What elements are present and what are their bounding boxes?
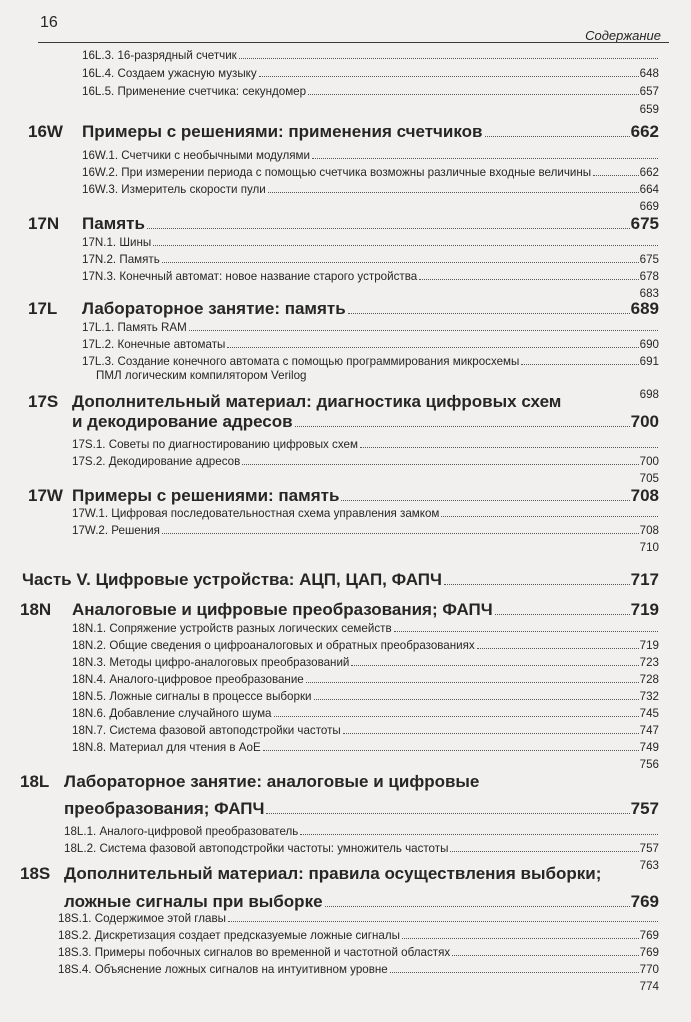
toc-entry[interactable]: 17L.3. Создание конечного автомата с помощью программирования микросхемы 691	[82, 355, 659, 368]
toc-entry[interactable]: 17W.1. Цифровая последовательностная схема управления замком	[72, 508, 659, 520]
leader-dots	[308, 94, 639, 95]
toc-entry[interactable]: 17S.2. Декодирование адресов 700	[72, 455, 659, 468]
toc-entry[interactable]: 18S.1. Содержимое этой главы	[58, 913, 659, 925]
chapter-entry[interactable]: преобразования; ФАПЧ 757	[64, 799, 659, 818]
toc-entry[interactable]: 18N.2. Общие сведения о цифроаналоговых и обратных преобразованиях 719	[72, 639, 659, 652]
toc-entry[interactable]: 18N.4. Аналого-цифровое преобразование 728	[72, 673, 659, 686]
toc-entry[interactable]: 18S.2. Дискретизация создает предсказуемые ложные сигналы 769	[58, 929, 659, 942]
leader-dots	[477, 648, 639, 649]
chapter-code: 17L	[28, 299, 58, 318]
chapter-page: 662	[630, 122, 659, 141]
entry-page: 659	[639, 103, 659, 116]
chapter-code: 17S	[28, 392, 59, 411]
toc-entry[interactable]: 17N.2. Память 675	[82, 253, 659, 266]
leader-dots	[312, 158, 658, 159]
part-entry[interactable]: Часть V. Цифровые устройства: АЦП, ЦАП, ФАПЧ 717	[22, 570, 659, 589]
chapter-entry[interactable]: и декодирование адресов 700	[72, 412, 659, 431]
toc-entry[interactable]: 16L.3. 16-разрядный счетчик	[82, 50, 659, 62]
leader-dots	[521, 364, 638, 365]
leader-dots	[402, 938, 639, 939]
leader-dots	[341, 500, 629, 501]
toc-entry[interactable]: 18N.5. Ложные сигналы в процессе выборки 732	[72, 690, 659, 703]
leader-dots	[153, 245, 658, 246]
toc-entry[interactable]: 17L.2. Конечные автоматы 690	[82, 338, 659, 351]
leader-dots	[242, 464, 638, 465]
chapter-code: 18S	[20, 864, 51, 883]
toc-entry[interactable]: 16L.4. Создаем ужасную музыку 648	[82, 67, 659, 80]
chapter-entry[interactable]: Лабораторное занятие: память 689	[82, 299, 659, 318]
toc-entry[interactable]: 710	[639, 541, 659, 554]
leader-dots	[266, 813, 629, 814]
leader-dots	[450, 851, 638, 852]
leader-dots	[419, 279, 638, 280]
toc-entry-cont: ПМЛ логическим компилятором Verilog	[96, 369, 307, 382]
toc-entry[interactable]: 683	[639, 287, 659, 300]
toc-entry[interactable]: 18L.2. Система фазовой автоподстройки частоты: умножитель частоты 757	[64, 842, 659, 855]
leader-dots	[295, 426, 630, 427]
chapter-entry[interactable]: ложные сигналы при выборке 769	[64, 892, 659, 911]
chapter-code: 17N	[28, 214, 60, 233]
toc-entry[interactable]: 16W.3. Измеритель скорости пули 664	[82, 183, 659, 196]
toc-entry[interactable]: 18N.1. Сопряжение устройств разных логических семейств	[72, 623, 659, 635]
toc-entry[interactable]: 18N.8. Материал для чтения в AoE 749	[72, 741, 659, 754]
toc-entry[interactable]: 763	[639, 859, 659, 872]
running-title: Содержание	[585, 28, 661, 43]
toc-entry[interactable]: 17S.1. Советы по диагностированию цифровых схем	[72, 439, 659, 451]
chapter-code: 17W	[28, 486, 63, 505]
toc-entry[interactable]	[82, 104, 659, 116]
chapter-entry[interactable]: Аналоговые и цифровые преобразования; ФАПЧ 719	[72, 600, 659, 619]
toc-entry[interactable]: 669	[639, 200, 659, 213]
header-rule	[38, 42, 669, 43]
leader-dots	[348, 313, 630, 314]
leader-dots	[274, 716, 639, 717]
leader-dots	[495, 614, 630, 615]
entry-page: 657	[639, 85, 659, 98]
toc-entry[interactable]: 16L.5. Применение счетчика: секундомер 657	[82, 85, 659, 98]
toc-entry[interactable]: 756	[639, 758, 659, 771]
chapter-title: Лабораторное занятие: аналоговые и цифровые	[64, 772, 480, 791]
chapter-entry[interactable]: Память 675	[82, 214, 659, 233]
leader-dots	[189, 330, 658, 331]
entry-page: 648	[639, 67, 659, 80]
leader-dots	[452, 955, 639, 956]
leader-dots	[239, 58, 658, 59]
toc-entry[interactable]: 16W.1. Счетчики с необычными модулями	[82, 150, 659, 162]
toc-entry[interactable]: 705	[639, 472, 659, 485]
leader-dots	[259, 76, 639, 77]
page-number: 16	[40, 14, 58, 31]
leader-dots	[306, 682, 639, 683]
leader-dots	[162, 533, 639, 534]
leader-dots	[314, 699, 639, 700]
toc-entry[interactable]: 17L.1. Память RAM	[82, 322, 659, 334]
leader-dots	[351, 665, 638, 666]
leader-dots	[390, 972, 639, 973]
leader-dots	[441, 516, 658, 517]
leader-dots	[228, 921, 658, 922]
chapter-entry[interactable]: Примеры с решениями: применения счетчиков 662	[82, 122, 659, 141]
leader-dots	[227, 347, 638, 348]
toc-entry[interactable]: 18L.1. Аналого-цифровой преобразователь	[64, 826, 659, 838]
toc-entry[interactable]: 18N.3. Методы цифро-аналоговых преобразований 723	[72, 656, 659, 669]
toc-entry[interactable]: 17N.1. Шины	[82, 237, 659, 249]
toc-entry[interactable]: 18S.3. Примеры побочных сигналов во временной и частотной областях 769	[58, 946, 659, 959]
chapter-code: 18N	[20, 600, 52, 619]
toc-entry[interactable]: 18N.6. Добавление случайного шума 745	[72, 707, 659, 720]
leader-dots	[360, 447, 658, 448]
chapter-title: Дополнительный материал: диагностика цифровых схем	[72, 392, 562, 411]
chapter-code: 18L	[20, 772, 50, 791]
toc-entry[interactable]: 16W.2. При измерении периода с помощью счетчика возможны различные входные величины 662	[82, 166, 659, 179]
toc-entry[interactable]: 17N.3. Конечный автомат: новое название старого устройства 678	[82, 270, 659, 283]
leader-dots	[444, 584, 630, 585]
toc-entry[interactable]: 774	[639, 980, 659, 993]
toc-entry[interactable]: 698	[639, 388, 659, 401]
leader-dots	[343, 733, 639, 734]
leader-dots	[268, 192, 639, 193]
leader-dots	[593, 175, 639, 176]
toc-entry[interactable]: 18S.4. Объяснение ложных сигналов на интуитивном уровне 770	[58, 963, 659, 976]
leader-dots	[162, 262, 639, 263]
leader-dots	[263, 750, 639, 751]
chapter-entry[interactable]: Примеры с решениями: память 708	[72, 486, 659, 505]
toc-entry[interactable]: 17W.2. Решения 708	[72, 524, 659, 537]
leader-dots	[325, 906, 630, 907]
chapter-code: 16W	[28, 122, 63, 141]
leader-dots	[300, 834, 658, 835]
chapter-title: Дополнительный материал: правила осуществления выборки;	[64, 864, 602, 883]
leader-dots	[147, 228, 630, 229]
toc-entry[interactable]: 18N.7. Система фазовой автоподстройки частоты 747	[72, 724, 659, 737]
leader-dots	[394, 631, 658, 632]
page-header	[0, 0, 691, 43]
leader-dots	[485, 136, 630, 137]
